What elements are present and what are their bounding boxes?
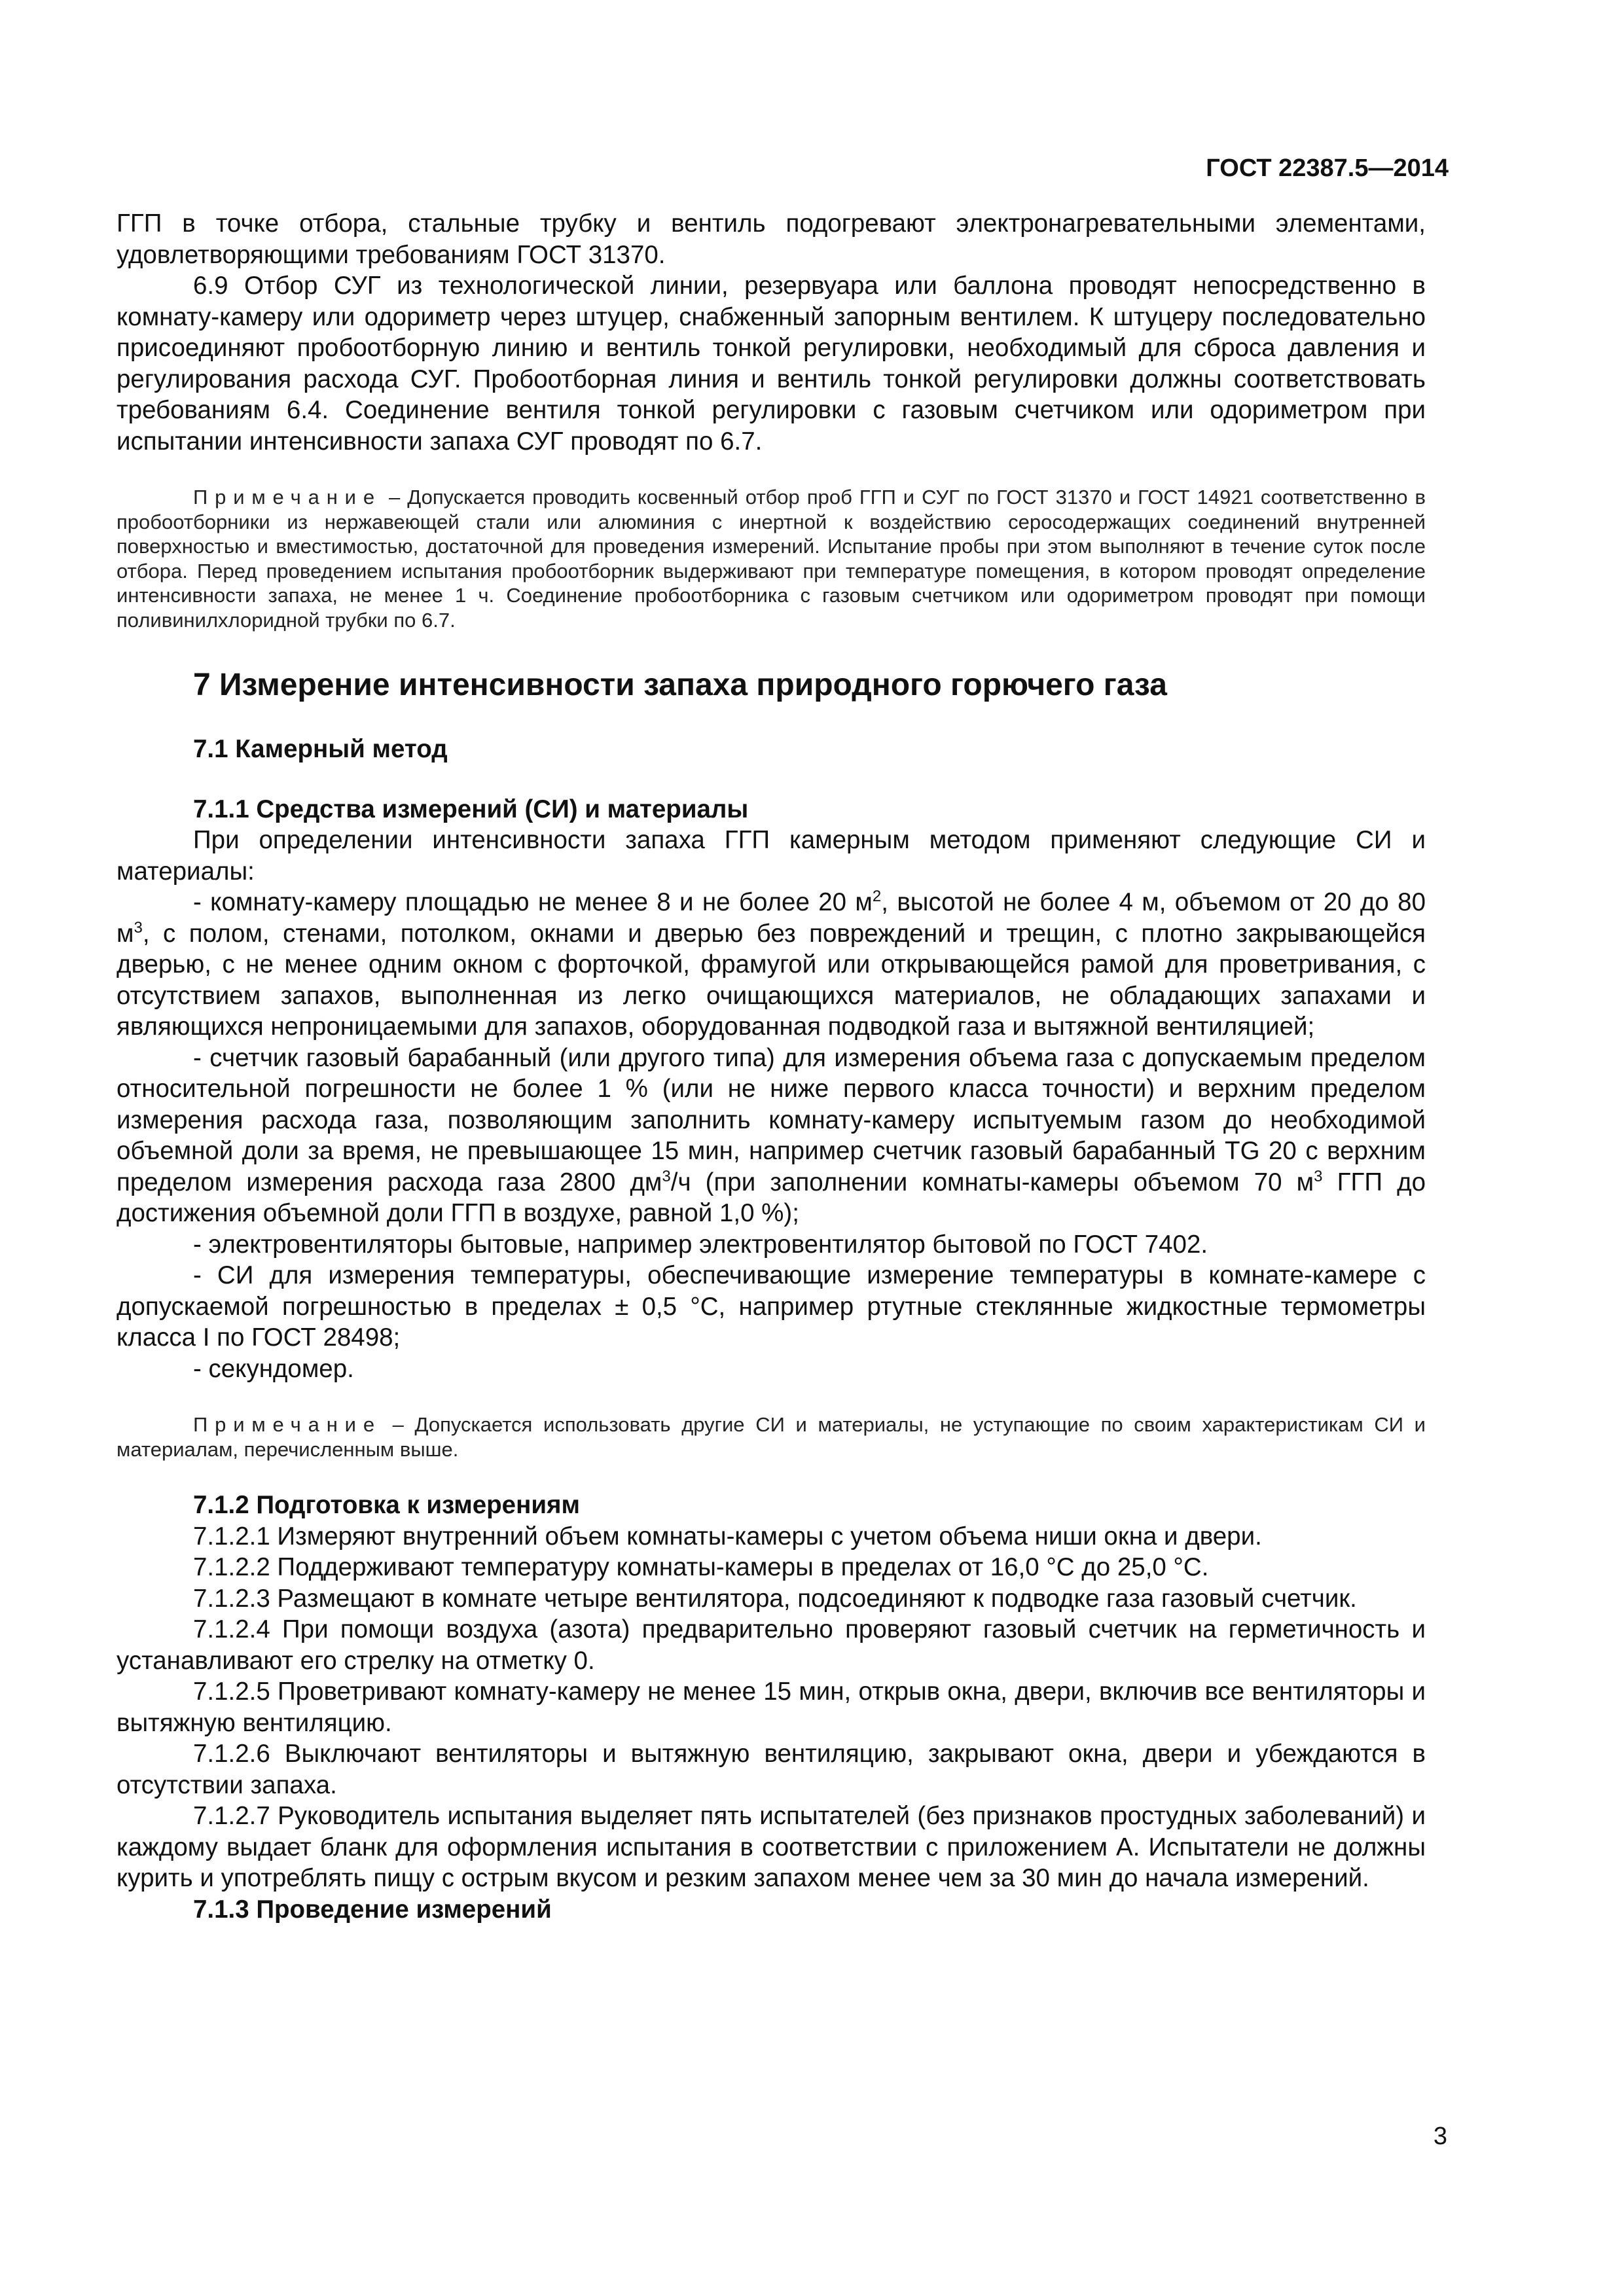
note-text: – Допускается проводить косвенный отбор проб ГГП и СУГ по ГОСТ 31370 и ГОСТ 14921 соответственно в пробоотборники из нержавеющей стали или алюминия с инертной к воздействию серосодержащих соединений внутренней поверхностью и вместимостью, достаточной для проведения измерений. Испытание пробы при этом выполняют в течение суток после отбора. Перед проведением испытания пробоотборник выдерживают при температуре помещения, в котором проводят определение интенсивности запаха, не менее 1 ч. Соединение пробоотборника с газовым счетчиком или одориметром проводят при помощи поливинилхлоридной трубки по 6.7. bbox=[117, 486, 1426, 632]
paragraph-7-1-2-5: 7.1.2.5 Проветривают комнату-камеру не менее 15 мин, открыв окна, двери, включив все вентиляторы и вытяжную вентиляцию. bbox=[117, 1677, 1426, 1737]
paragraph-7-1-2-7: 7.1.2.7 Руководитель испытания выделяет пять испытателей (без признаков простудных заболеваний) и каждому выдает бланк для оформления испытания в соответствии с приложением А. Испытатели не должны курить и употреблять пищу с острым вкусом и резким запахом менее чем за 30 мин до начала измерений. bbox=[117, 1802, 1426, 1892]
section-7-1-1-intro: При определении интенсивности запаха ГГП камерным методом применяют следующие СИ и материалы: bbox=[117, 826, 1426, 886]
section-7-1-heading: 7.1 Камерный метод bbox=[193, 735, 448, 763]
document-body bbox=[117, 208, 1426, 1925]
paragraph-7-1-2-6: 7.1.2.6 Выключают вентиляторы и вытяжную вентиляцию, закрывают окна, двери и убеждаются в отсутствии запаха. bbox=[117, 1740, 1426, 1799]
note-text: – Допускается использовать другие СИ и материалы, не уступающие по своим характеристикам СИ и материалам, перечисленным выше. bbox=[117, 1413, 1426, 1461]
list-item-thermometers: - СИ для измерения температуры, обеспечивающие измерение температуры в комнате-камере с допускаемой погрешностью в пределах ± 0,5 °С, например ртутные стеклянные жидкостные термометры класса I по ГОСТ 28498; bbox=[117, 1261, 1426, 1352]
document-header-code: ГОСТ 22387.5—2014 bbox=[1206, 154, 1449, 182]
paragraph-7-1-2-3: 7.1.2.3 Размещают в комнате четыре вентилятора, подсоединяют к подводке газа газовый счетчик. bbox=[193, 1584, 1357, 1613]
section-7-heading: 7 Измерение интенсивности запаха природного горючего газа bbox=[193, 668, 1167, 702]
paragraph-continued: ГГП в точке отбора, стальные трубку и вентиль подогревают электронагревательными элементами, удовлетворяющими требованиям ГОСТ 31370. bbox=[117, 209, 1426, 269]
paragraph-7-1-2-1: 7.1.2.1 Измеряют внутренний объем комнаты-камеры с учетом объема ниши окна и двери. bbox=[193, 1522, 1262, 1551]
note-6-9 bbox=[117, 485, 1426, 632]
section-7-1-3-heading: 7.1.3 Проведение измерений bbox=[193, 1895, 552, 1924]
paragraph-7-1-2-2: 7.1.2.2 Поддерживают температуру комнаты-камеры в пределах от 16,0 °С до 25,0 °С. bbox=[193, 1553, 1209, 1581]
list-item-fans: - электровентиляторы бытовые, например электровентилятор бытовой по ГОСТ 7402. bbox=[193, 1230, 1208, 1259]
paragraph-6-9: 6.9 Отбор СУГ из технологической линии, резервуара или баллона проводят непосредственно в комнату-камеру или одориметр через штуцер, снабженный запорным вентилем. К штуцеру последовательно присоединяют пробоотборную линию и вентиль тонкой регулировки, необходимый для сброса давления и регулирования расхода СУГ. Пробоотборная линия и вентиль тонкой регулировки должны соответствовать требованиям 6.4. Соединение вентиля тонкой регулировки с газовым счетчиком или одориметром при испытании интенсивности запаха СУГ проводят по 6.7. bbox=[117, 272, 1426, 456]
paragraph-7-1-2-4: 7.1.2.4 При помощи воздуха (азота) предварительно проверяют газовый счетчик на герметичность и устанавливают его стрелку на отметку 0. bbox=[117, 1615, 1426, 1675]
note-label: Примечание bbox=[193, 1413, 382, 1436]
page-number: 3 bbox=[1433, 2123, 1447, 2150]
section-7-1-2-heading: 7.1.2 Подготовка к измерениям bbox=[193, 1491, 580, 1519]
list-item-stopwatch: - секундомер. bbox=[193, 1354, 354, 1383]
note-7-1-1 bbox=[117, 1412, 1426, 1462]
list-item-gas-meter: - счетчик газовый барабанный (или другого типа) для измерения объема газа с допускаемым пределом относительной погрешности не более 1 % (или не ниже первого класса точности) и верхним пределом измерения расхода газа, позволяющим заполнить комнату-камеру испытуемым газом до необходимой объемной доли за время, не превышающее 15 мин, например счетчик газовый барабанный TG 20 с верхним пределом измерения расхода газа 2800 $дм^3/ч$ (при заполнении комнаты-камеры объемом 70 $м^3$ ГГП до достижения объемной доли ГГП в воздухе, равной 1,0 %); bbox=[117, 1043, 1426, 1227]
note-label: Примечание bbox=[193, 486, 382, 509]
section-7-1-1-heading: 7.1.1 Средства измерений (СИ) и материалы bbox=[193, 795, 749, 823]
list-item-room-chamber: - комнату-камеру площадью не менее 8 и не более 20 $м^2$, высотой не более 4 м, объемом от 20 до 80 $м^3$, с полом, стенами, потолком, окнами и дверью без повреждений и трещин, с плотно закрывающейся дверью, с не менее одним окном с форточкой, фрамугой или открывающейся рамой для проветривания, с отсутствием запахов, выполненная из легко очищающихся материалов, не обладающих запахами и являющихся непроницаемыми для запахов, оборудованная подводкой газа и вытяжной вентиляцией; bbox=[117, 888, 1426, 1041]
